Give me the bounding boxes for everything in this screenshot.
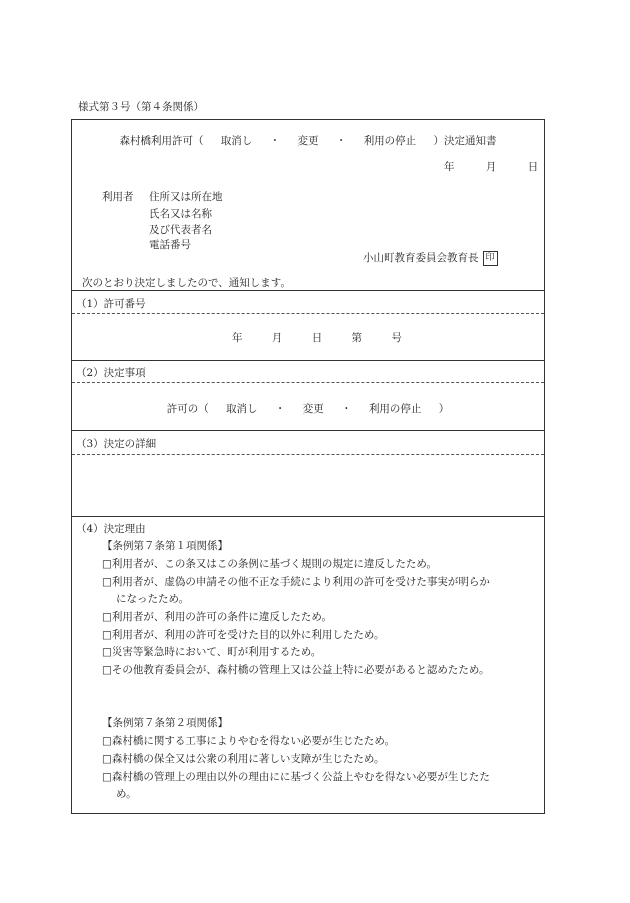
reason-checkbox-item[interactable]: □森村橋の管理上の理由以外の理由にに基づく公益上やむを得ない必要が生じたた xyxy=(102,771,490,783)
title-option-change: 変更 xyxy=(297,135,319,147)
divider xyxy=(72,290,544,291)
reason-checkbox-item[interactable]: □利用者が、この条又はこの条例に基づく規則の規定に違反したため。 xyxy=(102,558,437,570)
reason-item-continuation: になったため。 xyxy=(116,593,190,605)
reason-checkbox-item[interactable]: □利用者が、利用の許可を受けた目的以外に利用したため。 xyxy=(102,629,385,641)
notice-date xyxy=(444,159,538,174)
representative-label: 及び代表者名 xyxy=(149,224,212,236)
divider xyxy=(72,360,544,361)
permit-number-heading: （1）許可番号 xyxy=(76,298,146,310)
decision-option-cancel: 取消し xyxy=(226,403,258,415)
permit-dai: 第 xyxy=(351,332,363,344)
permit-go: 号 xyxy=(391,332,402,344)
permit-day: 日 xyxy=(311,332,323,344)
divider xyxy=(72,430,544,431)
decision-option-change: 変更 xyxy=(302,403,324,415)
reason-checkbox-item[interactable]: □利用者が、虚偽の申請その他不正な手続により利用の許可を受けた事実が明らか xyxy=(102,576,490,588)
name-label: 氏名又は名称 xyxy=(149,208,212,220)
issuer xyxy=(363,250,498,266)
decision-dot-2: ・ xyxy=(341,403,352,415)
reason-checkbox-item[interactable]: □災害等緊急時において、町が利用するため。 xyxy=(102,646,322,658)
intro-text: 次のとおり決定しましたので、通知します。 xyxy=(82,277,291,289)
issuer-name: 小山町教育委員会教育長 xyxy=(363,252,479,264)
reason-checkbox-item[interactable]: □森村橋の保全又は公衆の利用に著しい支障が生じたため。 xyxy=(102,753,385,765)
reason-heading: （4）決定理由 xyxy=(76,523,146,535)
title-dot-2: ・ xyxy=(335,135,347,147)
form-number: 様式第３号（第４条関係） xyxy=(78,101,204,113)
reason-checkbox-item[interactable]: □その他教育委員会が、森村橋の管理上又は公益上特に必要があると認めたため。 xyxy=(102,664,490,676)
user-label: 利用者 xyxy=(102,191,134,203)
dashed-divider xyxy=(72,313,544,314)
date-month: 月 xyxy=(485,161,497,173)
notice-title xyxy=(72,133,544,148)
address-label: 住所又は所在地 xyxy=(149,191,223,203)
title-suffix: ）決定通知書 xyxy=(433,135,497,147)
decision-dot-1: ・ xyxy=(274,403,286,415)
date-day: 日 xyxy=(527,161,539,173)
decision-prefix: 許可の（ xyxy=(166,403,209,415)
permit-year: 年 xyxy=(232,332,243,344)
details-heading: （3）決定の詳細 xyxy=(76,438,157,450)
reason-item-continuation: め。 xyxy=(116,788,137,800)
seal-mark: 印 xyxy=(483,251,498,266)
group2-title: 【条例第７条第２項関係】 xyxy=(102,717,228,729)
reason-checkbox-item[interactable]: □利用者が、利用の許可の条件に違反したため。 xyxy=(102,611,332,623)
notice-form xyxy=(71,119,545,814)
permit-number-row xyxy=(232,330,402,345)
decision-heading: （2）決定事項 xyxy=(76,367,146,379)
title-option-suspend: 利用の停止 xyxy=(363,135,417,147)
dashed-divider xyxy=(72,454,544,455)
reason-checkbox-item[interactable]: □森村橋に関する工事によりやむを得ない必要が生じたため。 xyxy=(102,735,395,747)
decision-option-suspend: 利用の停止 xyxy=(368,403,422,415)
phone-label: 電話番号 xyxy=(149,239,191,251)
title-option-cancel: 取消し xyxy=(220,135,253,147)
title-prefix: 森村橋利用許可（ xyxy=(119,135,204,147)
title-dot-1: ・ xyxy=(269,135,281,147)
divider xyxy=(72,516,544,517)
decision-suffix: ） xyxy=(438,403,450,415)
permit-month: 月 xyxy=(271,332,283,344)
decision-row xyxy=(72,401,544,416)
dashed-divider xyxy=(72,382,544,383)
group1-title: 【条例第７条第１項関係】 xyxy=(102,540,228,552)
date-year: 年 xyxy=(444,161,455,173)
